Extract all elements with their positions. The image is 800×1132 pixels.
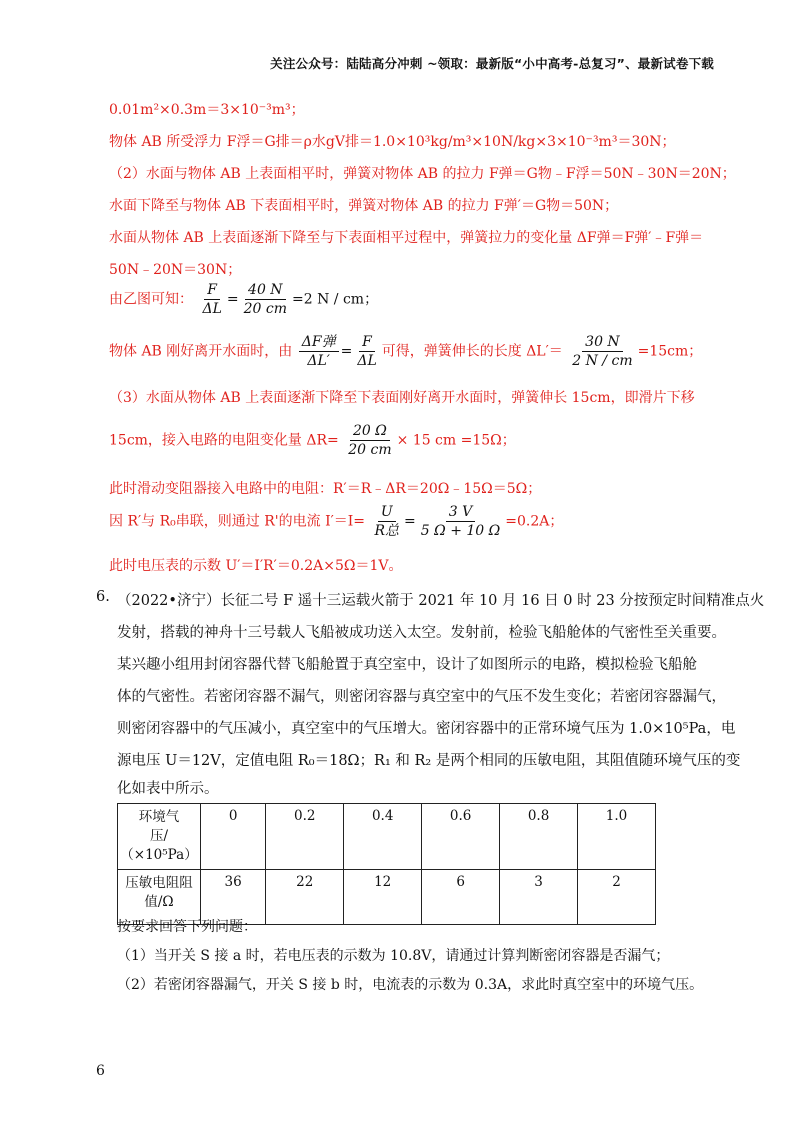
fraction-numerator: F xyxy=(359,333,375,352)
task-1: （1）当开关 S 接 a 时，若电压表的示数为 10.8V，请通过计算判断密闭容器是否漏气； xyxy=(117,948,670,964)
question-number: 6. xyxy=(96,589,110,605)
table-cell: 0.2 xyxy=(266,804,344,870)
question-line-5: 则密闭容器中的气压减小，真空室中的气压增大。密闭容器中的正常环境气压为 1.0×10⁵Pa，电 xyxy=(117,721,736,737)
fraction-20ohm-over-20cm xyxy=(345,422,394,459)
line8-mid: 可得，弹簧伸长的长度 ΔL′＝ xyxy=(381,343,563,360)
fraction-f-over-dl xyxy=(354,333,379,370)
fraction-denominator: ΔL xyxy=(357,353,377,369)
line12-tail: =0.2A； xyxy=(505,513,564,530)
header-text: 压敏电阻阻 xyxy=(125,875,193,891)
line10-tail: × 15 cm =15Ω； xyxy=(396,432,516,449)
fraction-f-over-dl xyxy=(199,281,224,318)
solution-line-3: （2）水面与物体 AB 上表面相平时，弹簧对物体 AB 的拉力 F弹＝G物﹣F浮＝50N﹣30N＝20N； xyxy=(109,166,736,182)
solution-line-6: 50N﹣20N＝30N； xyxy=(109,262,242,278)
line10-prefix: 15cm，接入电路的电阻变化量 ΔR= xyxy=(109,432,339,449)
table-cell: 12 xyxy=(344,870,422,925)
header-text: 压/ xyxy=(149,828,169,844)
fraction-denominator: 20 cm xyxy=(243,301,287,317)
line8-tail: =15cm； xyxy=(637,343,703,360)
fraction-numerator: 40 N xyxy=(245,281,286,300)
fraction-denominator: 20 cm xyxy=(348,442,392,458)
question-line-3: 某兴趣小组用封闭容器代替飞船舱置于真空室中，设计了如图所示的电路，模拟检验飞船舱 xyxy=(117,657,697,673)
table-cell: 0.6 xyxy=(422,804,500,870)
header-text: （×10⁵Pa） xyxy=(120,847,198,863)
fraction-df-over-dl xyxy=(299,333,339,370)
solution-line-1: 0.01m²×0.3m＝3×10⁻³m³； xyxy=(109,102,305,118)
line7-tail: =2 N / cm； xyxy=(292,291,379,308)
solution-line-8: 物体 AB 刚好离开水面时，由 $\frac{\text{ΔF弹}}{\Delta L'}$ = $\frac{F}{\Delta L}$ 可得，弹簧伸长的长度 ΔL′＝ $\frac{30 N}{2 N / cm}$ =15cm； xyxy=(109,334,703,369)
page-header: 关注公众号：陆陆高分冲刺 ~领取：最新版“小中高考-总复习”、最新试卷下载 xyxy=(270,56,714,71)
tasks-intro: 按要求回答下列问题： xyxy=(117,919,257,935)
table-cell: 0 xyxy=(201,804,266,870)
fraction-numerator: 3 V xyxy=(446,503,475,522)
fraction-numerator: U xyxy=(378,503,396,522)
fraction-numerator: ΔF弹 xyxy=(299,333,339,352)
question-line-2: 发射，搭载的神舟十三号载人飞船被成功送入太空。发射前，检验飞船舱体的气密性至关重要。 xyxy=(117,625,726,641)
fraction-denominator: 5 Ω + 10 Ω xyxy=(420,523,501,539)
solution-line-13: 此时电压表的示数 U′＝I′R′＝0.2A×5Ω＝1V。 xyxy=(109,558,403,574)
fraction-denominator: 2 N / cm xyxy=(572,353,633,369)
line12-prefix: 因 R′与 R₀串联，则通过 R'的电流 I′＝I= xyxy=(109,513,366,530)
fraction-numerator: 20 Ω xyxy=(350,422,390,441)
solution-line-7: 由乙图可知： $\frac{F}{\Delta L}$ = $\frac{40 N}{20 cm}$ =2 N / cm； xyxy=(109,282,379,317)
fraction-denominator: ΔL xyxy=(202,301,222,317)
row-header-pressure xyxy=(118,804,201,870)
solution-line-11: 此时滑动变阻器接入电路中的电阻：R′＝R﹣ΔR＝20Ω﹣15Ω＝5Ω； xyxy=(109,481,542,497)
fraction-numerator: F xyxy=(204,281,220,300)
table-cell: 6 xyxy=(422,870,500,925)
table-cell: 22 xyxy=(266,870,344,925)
solution-line-10 xyxy=(109,422,516,459)
table-cell: 1.0 xyxy=(578,804,656,870)
fraction-30n-over-2n xyxy=(569,333,635,370)
table-cell: 2 xyxy=(578,870,656,925)
question-line-7: 化如表中所示。 xyxy=(117,781,219,797)
question-line-4: 体的气密性。若密闭容器不漏气，则密闭容器与真空室中的气压不发生变化；若密闭容器漏气， xyxy=(117,689,726,705)
fraction-40n-over-20cm xyxy=(241,281,290,318)
header-text: 环境气 xyxy=(138,809,180,825)
solution-line-2: 物体 AB 所受浮力 F浮＝G排＝ρ水gV排＝1.0×10³kg/m³×10N/kg×3×10⁻³m³＝30N； xyxy=(109,134,676,150)
fraction-u-over-r xyxy=(372,503,403,540)
table-cell: 3 xyxy=(500,870,578,925)
fraction-denominator: ΔL′ xyxy=(307,353,330,369)
table-cell: 0.8 xyxy=(500,804,578,870)
task-2: （2）若密闭容器漏气，开关 S 接 b 时，电流表的示数为 0.3A，求此时真空室中的环境气压。 xyxy=(117,977,704,993)
solution-line-4: 水面下降至与物体 AB 下表面相平时，弹簧对物体 AB 的拉力 F弹′＝G物＝50N； xyxy=(109,198,619,214)
table-cell: 36 xyxy=(201,870,266,925)
fraction-denominator: R总 xyxy=(374,523,400,539)
solution-line-12: 因 R′与 R₀串联，则通过 R'的电流 I′＝I= $\frac{U}{\text{R总}}$ = $\frac{3 V}{5 \Omega + 10 \Omega}$ =0.2A； xyxy=(109,504,564,539)
page-number: 6 xyxy=(96,1063,105,1079)
question-line-1: （2022•济宁）长征二号 F 遥十三运载火箭于 2021 年 10 月 16 日 0 时 23 分按预定时间精准点火 xyxy=(117,593,765,609)
solution-line-9: （3）水面从物体 AB 上表面逐渐下降至下表面刚好离开水面时，弹簧伸长 15cm，即滑片下移 xyxy=(109,390,695,406)
line8-prefix: 物体 AB 刚好离开水面时，由 xyxy=(109,343,293,360)
solution-line-5: 水面从物体 AB 上表面逐渐下降至与下表面相平过程中，弹簧拉力的变化量 ΔF弹＝F弹′﹣F弹＝ xyxy=(109,230,704,246)
question-line-6: 源电压 U＝12V，定值电阻 R₀＝18Ω；R₁ 和 R₂ 是两个相同的压敏电阻，其阻值随环境气压的变 xyxy=(117,753,741,769)
pressure-resistance-table xyxy=(117,803,656,925)
fraction-numerator: 30 N xyxy=(582,333,623,352)
table-row xyxy=(118,804,656,870)
line7-prefix: 由乙图可知： xyxy=(109,291,193,308)
fraction-3v-over-15ohm xyxy=(418,503,503,540)
table-cell: 0.4 xyxy=(344,804,422,870)
header-text: 值/Ω xyxy=(144,894,174,910)
